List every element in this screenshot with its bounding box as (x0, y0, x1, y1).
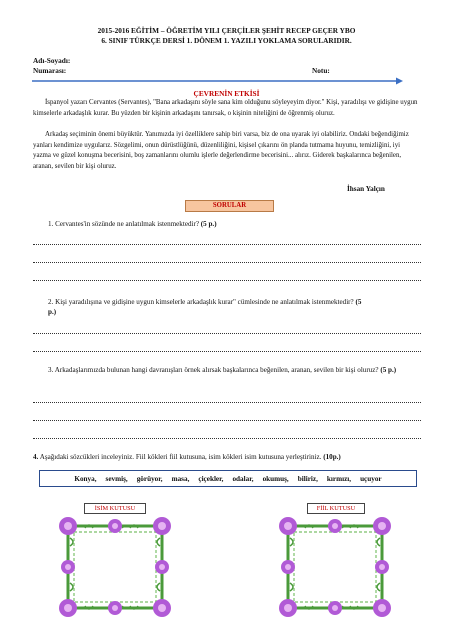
grade-label: Notu: (312, 66, 330, 75)
question-1-points: (5 p.) (200, 220, 217, 228)
noun-box-label: İSİM KUTUSU (84, 503, 146, 514)
answer-line[interactable] (33, 438, 421, 439)
word-item[interactable]: odalar, (232, 474, 254, 483)
reading-title: ÇEVRENİN ETKİSİ (193, 89, 260, 98)
question-1 (48, 219, 418, 229)
question-3-number: 3. (48, 366, 54, 374)
word-item[interactable]: uçuyor (360, 474, 382, 483)
answer-line[interactable] (33, 420, 421, 421)
word-list-box (39, 470, 417, 487)
answer-line[interactable] (33, 280, 421, 281)
questions-section-label: SORULAR (185, 200, 274, 212)
word-item[interactable]: biliriz, (297, 474, 318, 483)
reading-paragraph-1: İspanyol yazarı Cervantes (Servantes), "Bana arkadaşını söyle sana kim olduğunu söyleyeyim diyor." Kişi, yaradılışı ve gidişine uygun kimselerle arkadaşlık kurar. Bu yüzden bir kişinin arkadaşını tanırsak, o kişinin niteliğini de öğrenmiş oluruz. (33, 99, 418, 117)
word-item[interactable]: kırmızı, (326, 474, 352, 483)
answer-line[interactable] (33, 333, 421, 334)
verb-box-label: FİİL KUTUSU (307, 503, 365, 514)
answer-line[interactable] (33, 244, 421, 245)
exam-header-line1: 2015-2016 EĞİTİM – ÖĞRETİM YILI ÇERÇİLER ŞEHİT RECEP GEÇER YBO (97, 26, 356, 35)
question-3 (48, 365, 418, 375)
divider-arrow (30, 76, 405, 86)
answer-line[interactable] (33, 262, 421, 263)
verb-box-frame[interactable] (278, 516, 392, 618)
number-label: Numarası: (33, 66, 67, 75)
exam-header-line2: 6. SINIF TÜRKÇE DERSİ 1. DÖNEM 1. YAZILI YOKLAMA SORULARIDIR. (101, 36, 352, 45)
reading-paragraph-2: Arkadaş seçiminin önemi büyüktür. Yanımızda iyi özelliklere sahip biri varsa, biz de ona uyarak iyi olabiliriz. Ondaki beğendiğimiz yanları kendimize uygularız. Sözgelimi, onun dürüstlüğünü, düzenliliğini, kişisel çıkarını ön planda tutmama huyunu, temizliğini, iyi yazma ve güzel konuşma becerisini, boş zamanlarını olumlu işlerle değerlendirme becerisini... alırız. Giderek başkalarınca beğenilen, aranan, sevilen bir kişi oluruz. (33, 131, 409, 170)
question-4 (33, 452, 428, 462)
reading-author: İhsan Yalçın (347, 185, 385, 193)
question-2 (48, 297, 368, 317)
question-2-text: Kişi yaradılışına ve gidişine uygun kimselerle arkadaşlık kurar" cümlesinde ne anlatılmak istenmektedir? (55, 298, 354, 306)
question-2-points: (5 p.) (48, 298, 362, 316)
vine-frame-icon (287, 525, 383, 609)
vine-frame-icon (67, 525, 163, 609)
question-2-number: 2. (48, 298, 54, 306)
word-item[interactable]: masa, (171, 474, 190, 483)
answer-line[interactable] (33, 351, 421, 352)
question-4-points: (10p.) (323, 453, 341, 461)
question-1-text: Cervantes'in sözünde ne anlatılmak istenmektedir? (55, 220, 200, 228)
question-4-text: Aşağıdaki sözcükleri inceleyiniz. Fiil kökleri fiil kutusuna, isim kökleri isim kutusuna yerleştiriniz. (39, 453, 322, 461)
question-1-number: 1. (48, 220, 54, 228)
noun-box-frame[interactable] (58, 516, 172, 618)
word-item[interactable]: çiçekler, (198, 474, 224, 483)
question-3-text: Arkadaşlarımızda bulunan hangi davranışları örnek alırsak başkalarınca beğenilen, aranan, sevilen bir kişi oluruz? (54, 366, 379, 374)
question-3-points: (5 p.) (380, 366, 397, 374)
answer-line[interactable] (33, 402, 421, 403)
word-item[interactable]: görüyor, (136, 474, 163, 483)
question-4-number: 4. (33, 453, 39, 461)
word-item[interactable]: sevmiş, (105, 474, 128, 483)
name-label: Adı-Soyadı: (33, 56, 71, 65)
word-item[interactable]: Konya, (74, 474, 97, 483)
word-item[interactable]: okumuş, (262, 474, 289, 483)
